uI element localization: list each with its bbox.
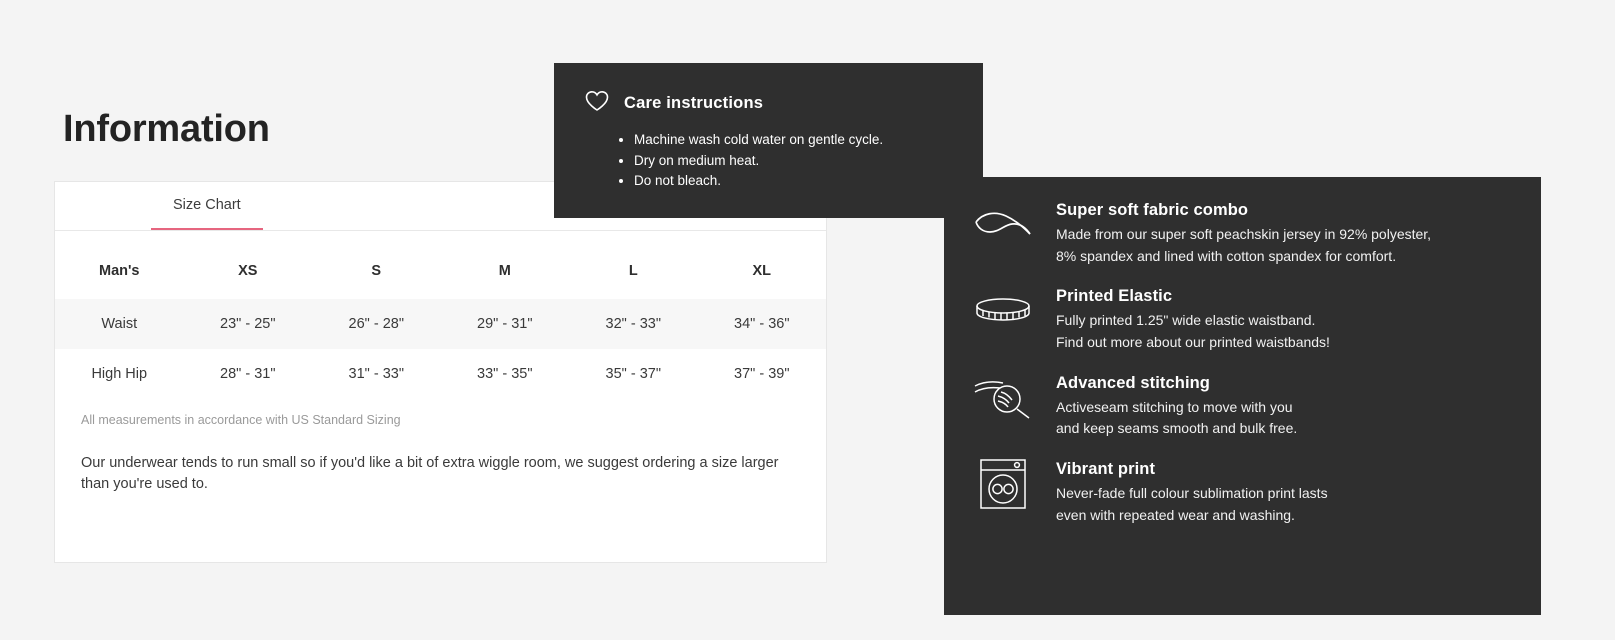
- cell-waist-l: 32" - 33": [569, 299, 698, 349]
- cell-highhip-xs: 28" - 31": [220, 366, 276, 382]
- feature-title-elastic: Printed Elastic: [1056, 287, 1173, 306]
- column-header-s: S: [371, 263, 382, 279]
- cell-waist-m: 29" - 31": [441, 299, 570, 349]
- feature-desc-elastic-line1: Fully printed 1.25" wide elastic waistband.: [1056, 312, 1316, 329]
- fit-note: Our underwear tends to run small so if you'd like a bit of extra wiggle room, we suggest ordering a size larger than you're used to.: [81, 455, 779, 493]
- cell-highhip-l: 35" - 37": [605, 366, 661, 382]
- cell-waist-s: 26" - 28": [312, 299, 441, 349]
- feature-item-vibrant-print: [972, 458, 1517, 526]
- column-header-l: L: [628, 263, 638, 279]
- care-instructions-header: [584, 89, 953, 118]
- feature-desc-fabric-line2: 8% spandex and lined with cotton spandex for comfort.: [1056, 247, 1397, 264]
- feature-item-stitching: [972, 372, 1517, 440]
- feature-item-fabric: [972, 199, 1517, 267]
- features-panel: [944, 177, 1541, 615]
- row-label-waist: Waist: [55, 299, 184, 349]
- feature-desc-vibrant-line2: even with repeated wear and washing.: [1056, 506, 1295, 523]
- feature-desc-elastic-line2: Find out more about our printed waistbands!: [1056, 334, 1330, 351]
- care-instructions-list: [584, 130, 953, 192]
- fabric-swatch-icon: [972, 199, 1034, 251]
- feature-desc-stitching-line1: Activeseam stitching to move with you: [1056, 398, 1293, 415]
- page-title: Information: [63, 108, 270, 150]
- column-header-xl: XL: [752, 263, 772, 279]
- column-header-row-label: Man's: [98, 263, 140, 279]
- table-header-row: [55, 241, 826, 299]
- stitching-magnifier-icon: [972, 372, 1034, 424]
- cell-highhip-xl: 37" - 39": [734, 366, 790, 382]
- feature-title-fabric: Super soft fabric combo: [1056, 201, 1249, 219]
- care-instructions-panel: [554, 63, 983, 218]
- list-item: • Machine wash cold water on gentle cycle.: [634, 130, 953, 151]
- feature-desc-fabric-line1: Made from our super soft peachskin jersey in 92% polyester,: [1056, 226, 1432, 242]
- feature-desc-vibrant-line1: Never-fade full colour sublimation print lasts: [1056, 485, 1328, 502]
- cell-waist-xl: 34" - 36": [698, 299, 827, 349]
- column-header-xs: XS: [238, 263, 258, 279]
- table-row: [55, 349, 826, 399]
- size-chart-card: [54, 181, 827, 563]
- list-item: • Dry on medium heat.: [634, 151, 953, 172]
- elastic-waistband-icon: [972, 285, 1034, 337]
- column-header-m: M: [498, 263, 511, 279]
- care-instructions-title: Care instructions: [624, 94, 764, 112]
- list-item: • Do not bleach.: [634, 171, 953, 192]
- feature-desc-stitching-line2: and keep seams smooth and bulk free.: [1056, 420, 1298, 437]
- size-chart-table: [55, 241, 826, 399]
- heart-icon: [584, 89, 610, 118]
- table-row: [55, 299, 826, 349]
- cell-highhip-s: 31" - 33": [348, 366, 404, 382]
- row-label-high-hip: High Hip: [91, 366, 148, 382]
- tab-size-chart-label: Size Chart: [173, 197, 241, 213]
- measurement-note: All measurements in accordance with US Standard Sizing: [81, 413, 401, 427]
- feature-item-elastic: [972, 285, 1517, 353]
- cell-highhip-m: 33" - 35": [477, 366, 533, 382]
- feature-title-vibrant-print: Vibrant print: [1056, 460, 1156, 479]
- tab-size-chart[interactable]: [151, 182, 263, 230]
- feature-title-stitching: Advanced stitching: [1056, 373, 1210, 392]
- washing-machine-icon: [972, 458, 1034, 510]
- cell-waist-xs: 23" - 25": [184, 299, 313, 349]
